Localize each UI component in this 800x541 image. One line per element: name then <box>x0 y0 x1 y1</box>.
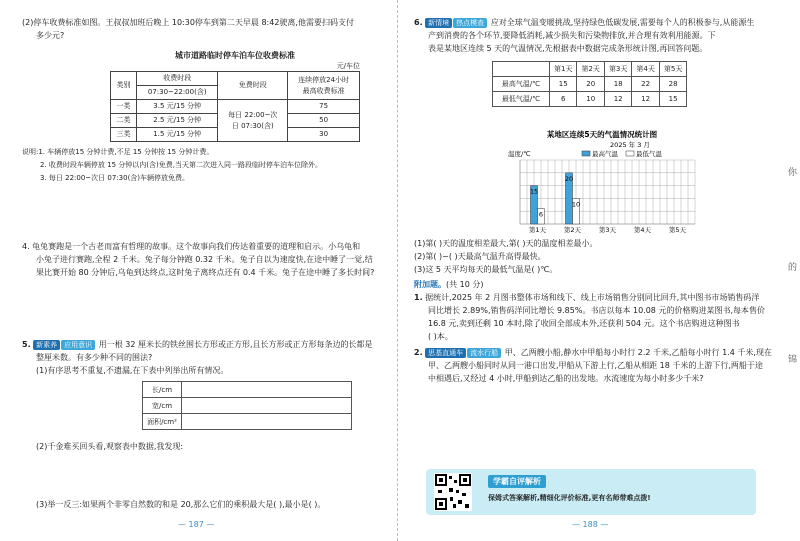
q2-2-line2: 多少元? <box>36 31 65 40</box>
legend-swatch-low <box>626 151 634 156</box>
fee-table-block <box>110 50 360 142</box>
fee-free-period <box>218 100 288 142</box>
x-tick-label: 第4天 <box>633 226 652 234</box>
temp-cell: 22 <box>632 77 659 92</box>
q5-line1: 用一根 32 厘米长的铁丝围长方形或正方形,且长方形或正方形每条边的长都是 <box>98 340 373 349</box>
fee-header-cap-line2: 最高收费标准 <box>302 86 345 95</box>
temp-cell: 6 <box>550 92 577 107</box>
q5-row-width: 宽/cm <box>143 398 182 414</box>
fee-category: 二类 <box>111 114 137 128</box>
temp-cell: 10 <box>577 92 604 107</box>
q6-line1: 应对全球气温变暖挑战,坚持绿色低碳发展,需要每个人的积极参与,从能源生 <box>490 18 755 27</box>
b1-line2: 同比增长 2.89%,销售码洋同比增长 9.85%。书店以每本 10.08 元的价格购进某图书,每本售价 <box>428 306 765 315</box>
q6-sub2: (2)第( )~( )天最高气温升高得最快。 <box>414 252 546 261</box>
temp-day-header: 第3天 <box>604 62 631 77</box>
bar-value-label: 20 <box>564 174 574 183</box>
q6-sub1: (1)第( )天的温度相差最大,第( )天的温度相差最小。 <box>414 239 598 248</box>
q5-row-area: 面积/cm² <box>143 414 182 430</box>
fee-cap: 50 <box>288 114 360 128</box>
table-row <box>143 382 352 398</box>
table-row <box>111 100 360 114</box>
fee-header-free: 免费时段 <box>218 72 288 100</box>
side-char-2: 的 <box>788 263 798 273</box>
b2-number: 2. <box>414 348 423 357</box>
temp-cell: 12 <box>632 92 659 107</box>
fee-note3: 3. 每日 22:00~次日 07:30(含)车辆停放免费。 <box>40 174 190 182</box>
b2-tag-boat: 流水行船 <box>467 348 501 358</box>
temp-cell: 15 <box>659 92 686 107</box>
fee-header-charge-period: 收费时段 <box>137 72 218 86</box>
qr-code-icon[interactable] <box>434 473 472 511</box>
fee-header-charge-time: 07:30~22:00(含) <box>137 86 218 100</box>
table-row <box>493 77 687 92</box>
temp-row-label: 最低气温/℃ <box>493 92 550 107</box>
q4-line1: 4. 龟兔赛跑是一个古老而富有哲理的故事。这个故事向我们传达着重要的道理和启示。小乌龟和 <box>22 242 361 251</box>
temperature-table <box>492 61 687 107</box>
table-row <box>143 414 352 430</box>
table-row <box>493 62 687 77</box>
fee-rate: 3.5 元/15 分钟 <box>137 100 218 114</box>
fee-rate: 2.5 元/15 分钟 <box>137 114 218 128</box>
q6-line2: 产到消费的各个环节,要降低消耗,减少损失和污染物排放,并合理有效利用能源。下 <box>428 31 716 40</box>
x-tick-label: 第5天 <box>668 226 687 234</box>
fee-rate: 1.5 元/15 分钟 <box>137 128 218 142</box>
temp-day-header: 第4天 <box>632 62 659 77</box>
fee-header-category: 类别 <box>111 72 137 100</box>
temp-cell: 28 <box>659 77 686 92</box>
b1-line3: 16.8 元,卖到还剩 10 本时,除了收回全部成本外,还获利 504 元。这个书店购进这种图书 <box>428 319 740 328</box>
b1-line4: ( )本。 <box>428 332 453 341</box>
q5-sub2: (2)千金难买回头看,观察表中数据,我发现: <box>36 442 184 451</box>
temp-day-header: 第5天 <box>659 62 686 77</box>
b2-line2: 甲、乙两艘小船同时从同一港口出发,甲船从下游上行,乙船从相距 18 千米的上游下行,两船于途 <box>428 361 763 370</box>
chart-ylabel: 温度/℃ <box>508 150 531 158</box>
temp-cell: 12 <box>604 92 631 107</box>
fee-note1: 说明:1. 车辆停放15 分钟计费,不足 15 分钟按 15 分钟计费。 <box>22 148 214 156</box>
table-row <box>493 92 687 107</box>
q4-line2: 小兔子进行赛跑,全程 2 千米。兔子每分钟跑 0.32 千米。兔子自以为速度快,在途中睡了一觉,结 <box>36 255 373 264</box>
b1-line1: 据统计,2025 年 2 月图书整体市场和线下、线上市场销售分别同比回升,其中图书市场销售码洋 <box>425 293 760 302</box>
bar-value-label: 6 <box>538 210 544 219</box>
q6-tag-new-context: 新情境 <box>425 18 452 28</box>
legend-swatch-high <box>582 151 590 156</box>
q5-line2: 整厘米数。有多少种不同的围法? <box>36 353 153 362</box>
page-number-left: — 187 — <box>178 520 215 529</box>
b2-line3: 中相遇后,又经过 4 小时,甲船到达乙船的出发地。水流速度为每小时多少千米? <box>428 374 704 383</box>
chart-subtitle: 2025 年 3 月 <box>610 141 650 149</box>
banner-title: 学霸自评解析 <box>488 475 546 488</box>
q5-tag-new-literacy: 新素养 <box>33 340 60 350</box>
temperature-bar-chart <box>502 128 702 236</box>
fee-header-cap-line1: 连续停放24小时 <box>298 75 350 84</box>
side-char-3: 锦 <box>788 355 798 365</box>
x-tick-label: 第2天 <box>563 226 582 234</box>
fee-table-title: 城市道路临时停车泊车位收费标准 <box>175 51 295 60</box>
fee-table-unit: 元/车位 <box>336 62 360 70</box>
bonus-points: (共 10 分) <box>446 280 484 289</box>
bonus-title: 附加题。 <box>414 280 446 289</box>
q5-number: 5. <box>22 340 31 349</box>
q5-sub1: (1)有序思考不重复,不遗漏,在下表中列举出所有情况。 <box>36 366 229 375</box>
fee-header-cap <box>288 72 360 100</box>
fee-category: 一类 <box>111 100 137 114</box>
temp-day-header: 第1天 <box>550 62 577 77</box>
temp-cell: 20 <box>577 77 604 92</box>
legend-label-high: 最高气温 <box>592 150 618 158</box>
chart-grid <box>520 160 695 224</box>
temp-day-header: 第2天 <box>577 62 604 77</box>
fee-cap: 75 <box>288 100 360 114</box>
question-5-3 <box>22 498 382 511</box>
bar-value-label: 10 <box>571 200 581 209</box>
x-tick-label: 第3天 <box>598 226 617 234</box>
side-char-1: 你 <box>788 168 798 178</box>
temp-cell: 18 <box>604 77 631 92</box>
chart-x-labels <box>529 225 687 234</box>
x-tick-label: 第1天 <box>528 226 547 234</box>
q4-line3: 果比赛开始 80 分钟后,乌龟到达终点,这时兔子离终点还有 0.4 千米。兔子在途中睡了多长时间? <box>36 268 375 277</box>
fee-free-line1: 每日 22:00~次 <box>228 110 278 119</box>
fee-free-line2: 日 07:30(含) <box>231 121 274 130</box>
bar-value-label: 15 <box>529 187 539 196</box>
question-5 <box>22 338 382 453</box>
fee-cap: 30 <box>288 128 360 142</box>
question-4 <box>22 240 382 279</box>
legend-label-low: 最低气温 <box>636 150 662 158</box>
chart-title: 某地区连续5天的气温情况统计图 <box>546 130 658 139</box>
q6-number: 6. <box>414 18 423 27</box>
q6-line3: 表是某地区连续 5 天的气温情况,先根据表中数据完成条形统计图,再回答问题。 <box>428 44 708 53</box>
q6-sub3: (3)这 5 天平均每天的最低气温是( )℃。 <box>414 265 558 274</box>
fee-category: 三类 <box>111 128 137 142</box>
q5-row-length: 长/cm <box>143 382 182 398</box>
q5-tag-application: 应用意识 <box>61 340 95 350</box>
table-row <box>143 398 352 414</box>
self-review-banner[interactable] <box>426 469 756 515</box>
b2-tag-express: 思基直通车 <box>425 348 466 358</box>
temp-cell: 15 <box>550 77 577 92</box>
question-6-subs <box>414 237 782 385</box>
banner-description: 保姆式答案解析,精细化评价标准,更有名师带难点拨! <box>488 494 651 502</box>
b2-line1: 甲、乙两艘小船,静水中甲船每小时行 2.2 千米,乙船每小时行 1.4 千米,现在 <box>504 348 772 357</box>
chart-legend <box>582 149 663 158</box>
fee-table <box>110 71 360 142</box>
q5-sub3: (3)举一反三:如果两个非零自然数的和是 20,那么它们的乘积最大是( ),最小是( )。 <box>36 500 326 509</box>
q2-2-line1: (2)停车收费标准如图。王叔叔加班后晚上 10:30停车到第二天早晨 8:42驶离,他需要扫码支付 <box>22 18 354 27</box>
b1-number: 1. <box>414 293 423 302</box>
q6-tag-hot-topic: 热点模查 <box>453 18 487 28</box>
page-number-right: — 188 — <box>572 520 609 529</box>
temp-row-label: 最高气温/℃ <box>493 77 550 92</box>
fee-note2: 2. 收费时段车辆停放 15 分钟以内(含)免费,当天第二次进入同一路段临时停车泊车位除外。 <box>40 161 322 169</box>
q5-table <box>142 381 352 430</box>
